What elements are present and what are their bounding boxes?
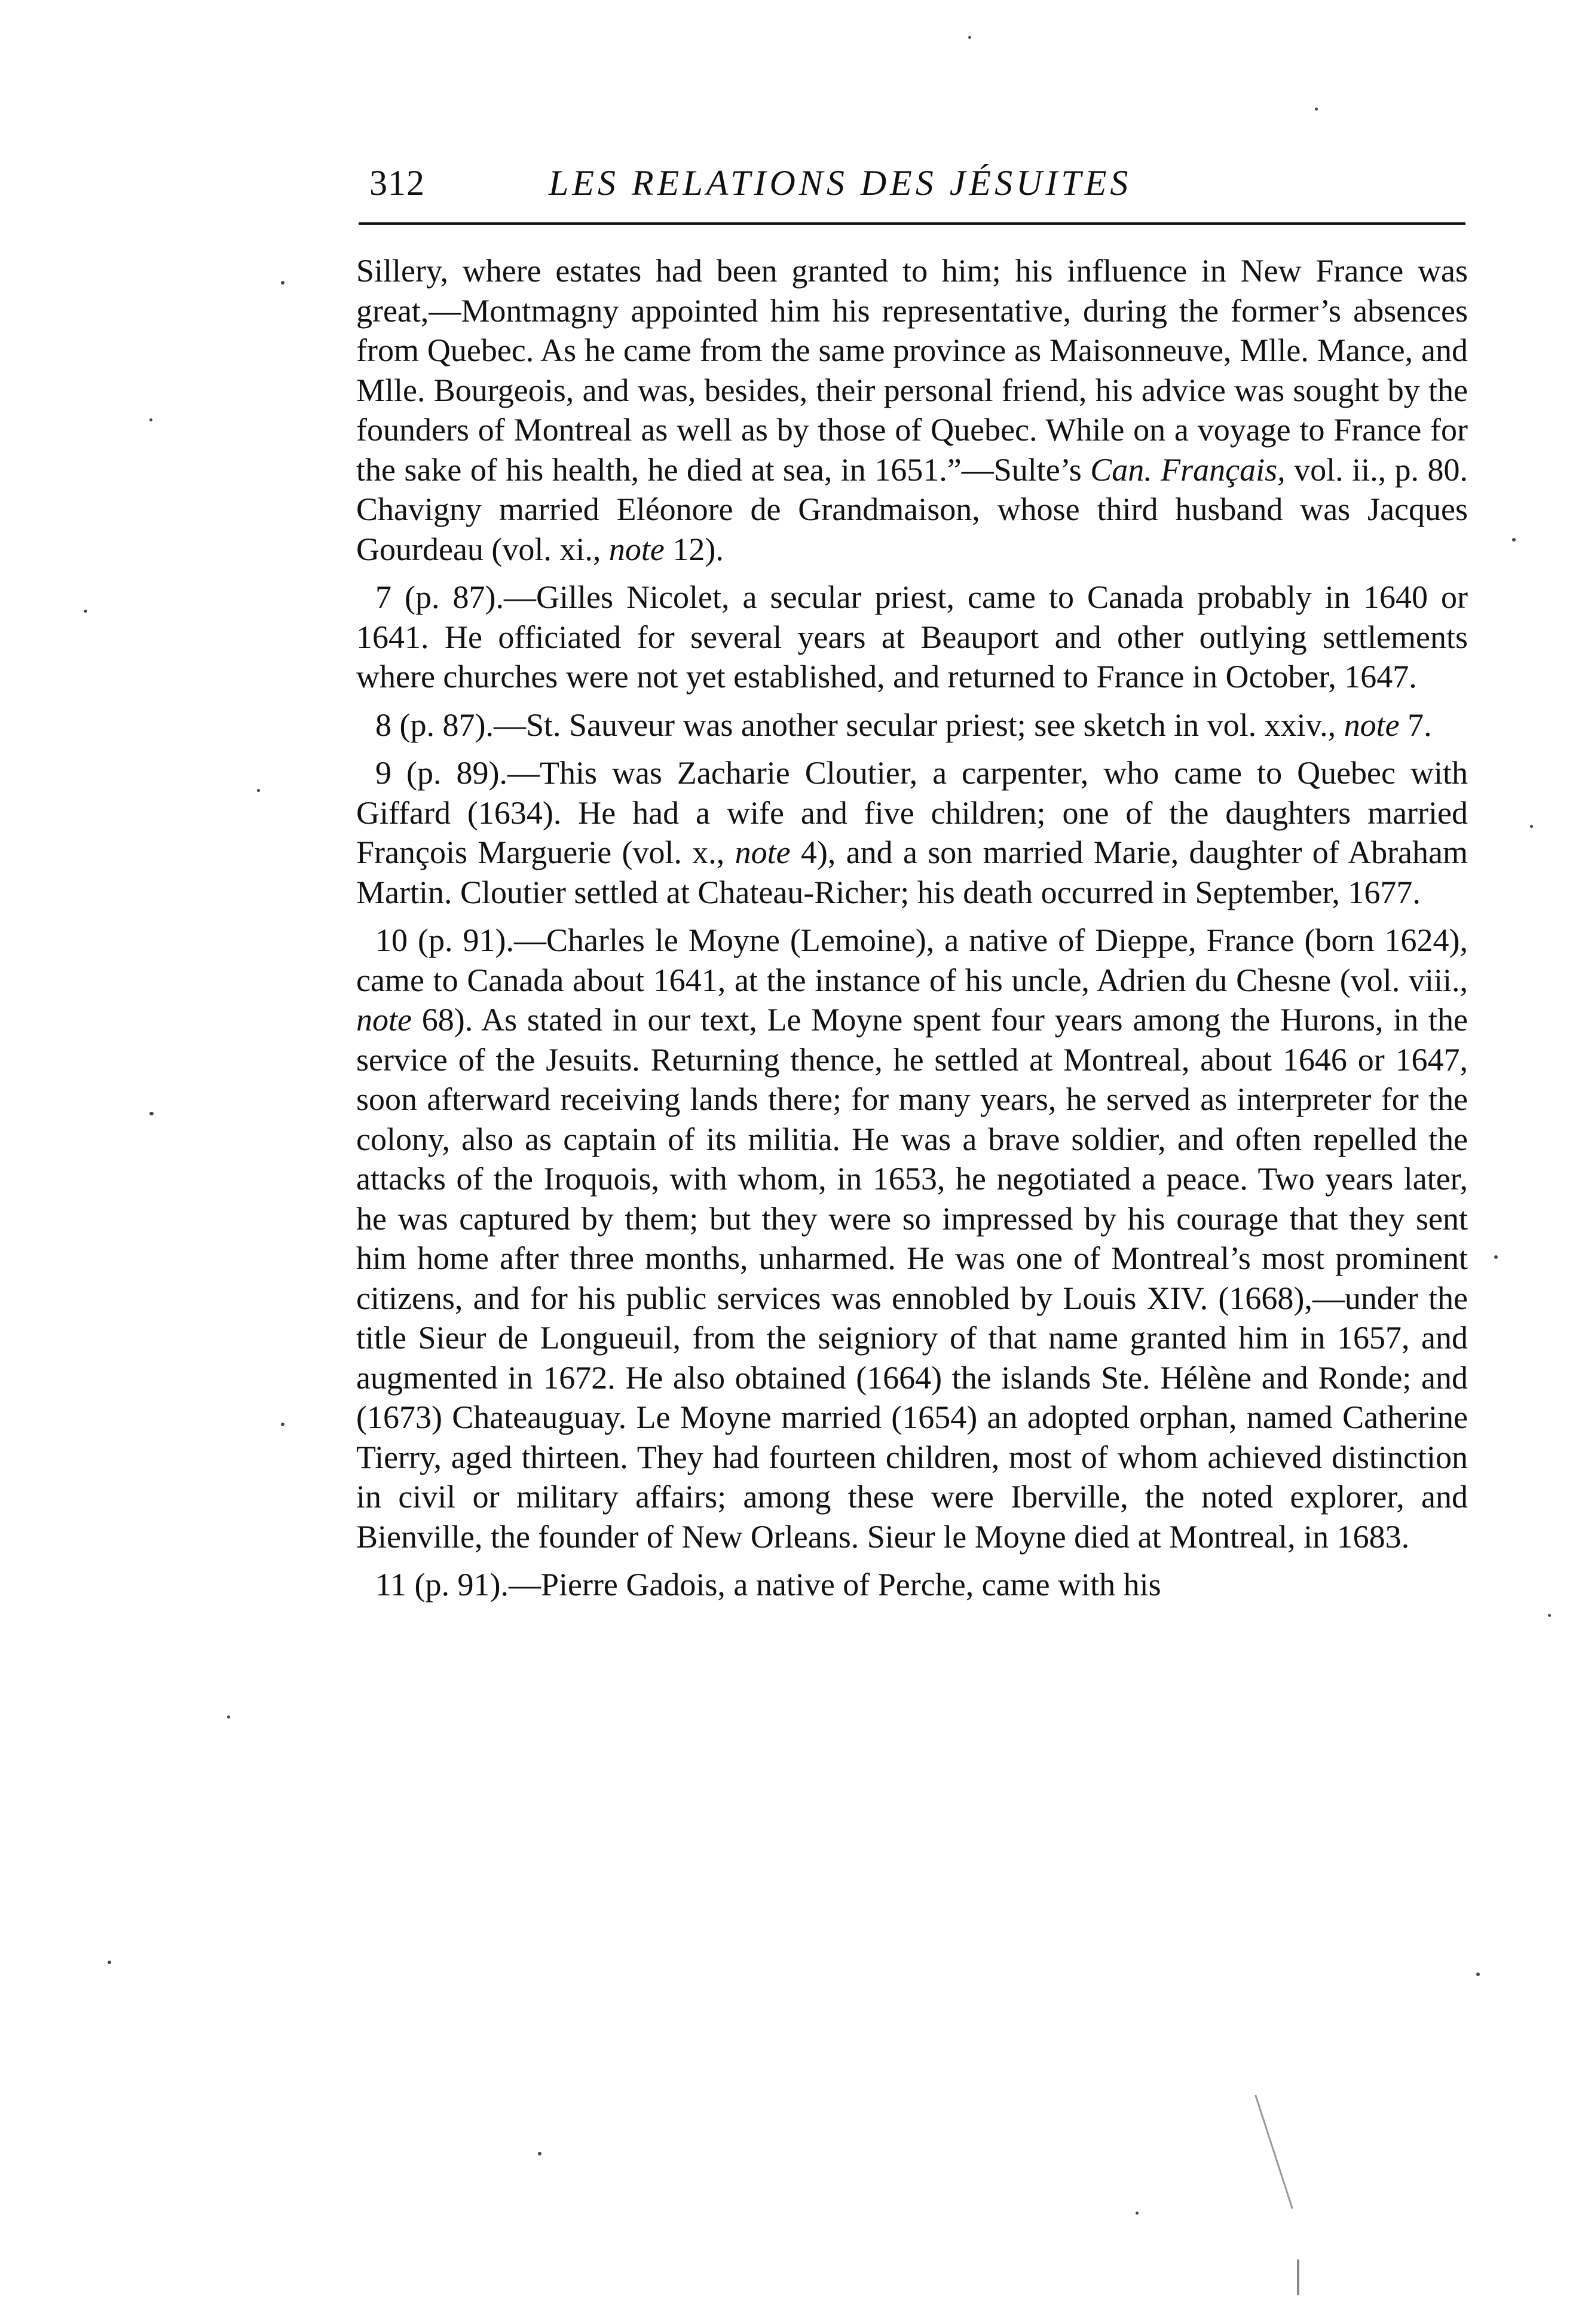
scan-speck [968,36,971,39]
footnote-continued-sillery [356,251,1468,569]
scan-speck [84,610,87,613]
footnote-10 [356,921,1468,1557]
footnote-9 [356,753,1468,912]
text-run: 10 (p. 91).—Charles le Moyne (Lemoine), a native of Dieppe, France (born 1624), came to Canada about 1641, at the instance of his uncle, Adrien du Chesne (vol. viii., [356,922,1468,998]
scan-speck [281,281,284,285]
text-run: 7. [1399,707,1432,743]
scan-speck [538,2152,541,2155]
scan-speck [1512,538,1516,542]
scan-speck [1136,2212,1139,2215]
footnote-8 [356,705,1468,745]
footnote-11 [356,1565,1468,1605]
page-number: 312 [369,163,425,203]
scan-speck [1315,108,1318,111]
header-rule [359,222,1465,225]
scan-speck [1476,1973,1480,1976]
text-run: 8 (p. 87).—St. Sauveur was another secular priest; see sketch in vol. xxiv., [375,707,1344,743]
text-run: 68). As stated in our text, Le Moyne spent four years among the Hurons, in the service of the Jesuits. Returning thence, he settled at Montreal, about 1646 or 1647, soon afterward receiving lands there; for many years, he served as interpreter for the colony, also as captain of its militia. He was a brave soldier, and often repelled the attacks of the Iroquois, with whom, in 1653, he negotiated a peace. Two years later, he was captured by them; but they were so impressed by his courage that they sent him home after three months, unharmed. He was one of Montreal’s most prominent citizens, and for his public services was ennobled by Louis XIV. (1668),—under the title Sieur de Longueuil, from the seigniory of that name granted him in 1657, and augmented in 1672. He also obtained (1664) the islands Ste. Hélène and Ronde; and (1673) Chateauguay. Le Moyne married (1654) an adopted orphan, named Catherine Tierry, aged thirteen. They had fourteen children, most of whom achieved distinction in civil or military affairs; among these were Iberville, the noted explorer, and Bienville, the founder of New Orleans. Sieur le Moyne died at Montreal, in 1683. [356,1002,1468,1555]
italic-run: note [735,834,791,870]
text-run: 4), and a son married Marie, daughter of Abraham Martin. Cloutier settled at Chateau-Richer; his death occurred in September, 1677. [356,834,1468,910]
scan-speck [108,1961,111,1964]
text-run: 11 (p. 91).—Pierre Gadois, a native of Perche, came with his [375,1567,1161,1603]
scan-scratch [1297,2259,1299,2295]
text-run: 7 (p. 87).—Gilles Nicolet, a secular priest, came to Canada probably in 1640 or 1641. He officiated for several years at Beauport and other outlying settlements where churches were not yet established, and returned to France in October, 1647. [356,579,1468,695]
scan-scratch [1254,2094,1293,2209]
text-run: Sillery, where estates had been granted to him; his influence in New France was great,—Montmagny appointed him his representative, during the former’s absences from Quebec. As he came from the same province as Maisonneuve, Mlle. Mance, and Mlle. Bourgeois, and was, besides, their personal friend, his advice was sought by the founders of Montreal as well as by those of Quebec. While on a voyage to France for the sake of his health, he died at sea, in 1651.”—Sulte’s [356,253,1468,488]
italic-run: note [1344,707,1400,743]
page-header [369,159,1457,213]
italic-run: Can. Français, [1090,451,1286,488]
scan-speck [149,418,152,421]
footnote-7 [356,577,1468,697]
footnotes-body [356,251,1468,1613]
text-run: 9 (p. 89).—This was Zacharie Cloutier, a carpenter, who came to Quebec with Giffard (1634). He had a wife and five children; one of the daughters married François Marguerie (vol. x., [356,755,1468,870]
running-title: LES RELATIONS DES JÉSUITES [549,163,1132,203]
scan-speck [257,789,260,792]
text-run: vol. ii., p. 80. Chavigny married Eléonore de Grandmaison, whose third husband was Jacques Gourdeau (vol. xi., [356,451,1468,567]
scan-speck [1494,1255,1498,1259]
scan-speck [281,1423,284,1426]
scan-speck [227,1716,230,1718]
scan-speck [149,1112,154,1115]
scan-speck [1530,825,1533,828]
text-run: 12). [664,531,724,567]
italic-run: note [356,1002,412,1038]
italic-run: note [608,531,665,567]
scan-speck [1548,1614,1551,1617]
